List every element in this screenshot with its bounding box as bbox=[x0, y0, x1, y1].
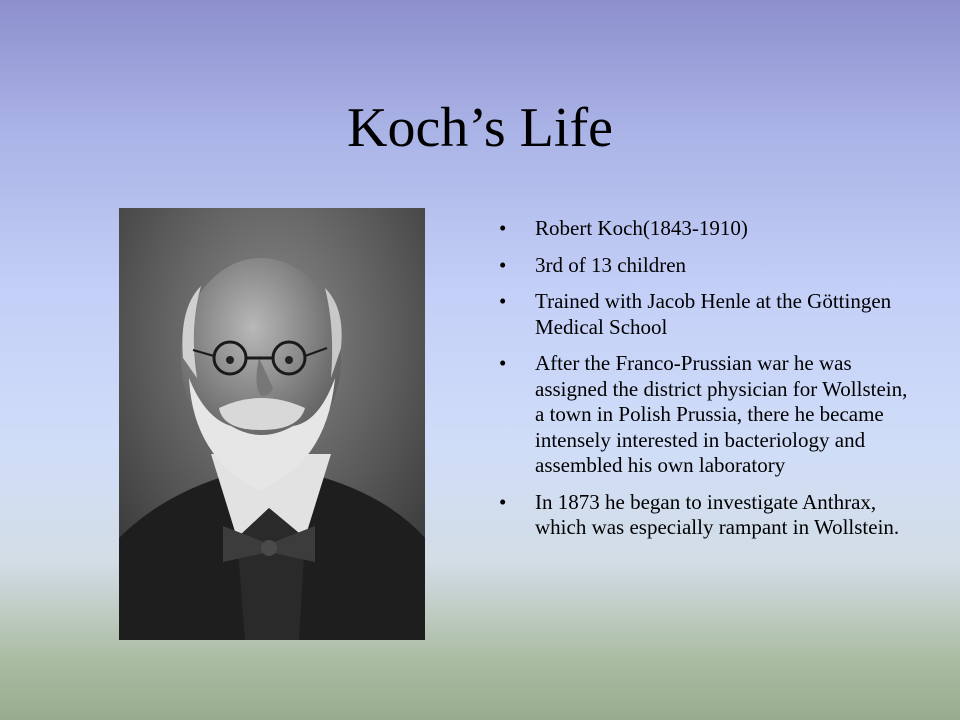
bullet-text: 3rd of 13 children bbox=[535, 252, 687, 277]
bullet-item bbox=[497, 351, 917, 479]
bullet-item bbox=[497, 216, 917, 242]
bullet-text: Robert Koch(1843-1910) bbox=[535, 216, 748, 240]
bullet-marker: • bbox=[499, 289, 507, 313]
portrait-photo bbox=[119, 208, 425, 640]
bullet-text: In 1873 he began to investigate Anthrax, which was especially rampant in Wollstein. bbox=[535, 489, 900, 539]
bullet-marker: • bbox=[499, 351, 507, 375]
bullet-marker: • bbox=[499, 216, 507, 240]
bullet-item bbox=[497, 490, 917, 541]
bullet-item bbox=[497, 253, 917, 279]
bullet-list bbox=[497, 216, 917, 552]
bullet-marker: • bbox=[499, 489, 507, 514]
bullet-text: Trained with Jacob Henle at the Göttingen Medical School bbox=[535, 289, 892, 339]
slide-title: Koch’s Life bbox=[347, 97, 613, 159]
bullet-marker: • bbox=[499, 252, 507, 277]
bullet-text: After the Franco-Prussian war he was assigned the district physician for Wollstein, a town in Polish Prussia, there he became intensely interested in bacteriology and assembled his own laboratory bbox=[535, 351, 908, 477]
bullet-item bbox=[497, 289, 917, 340]
